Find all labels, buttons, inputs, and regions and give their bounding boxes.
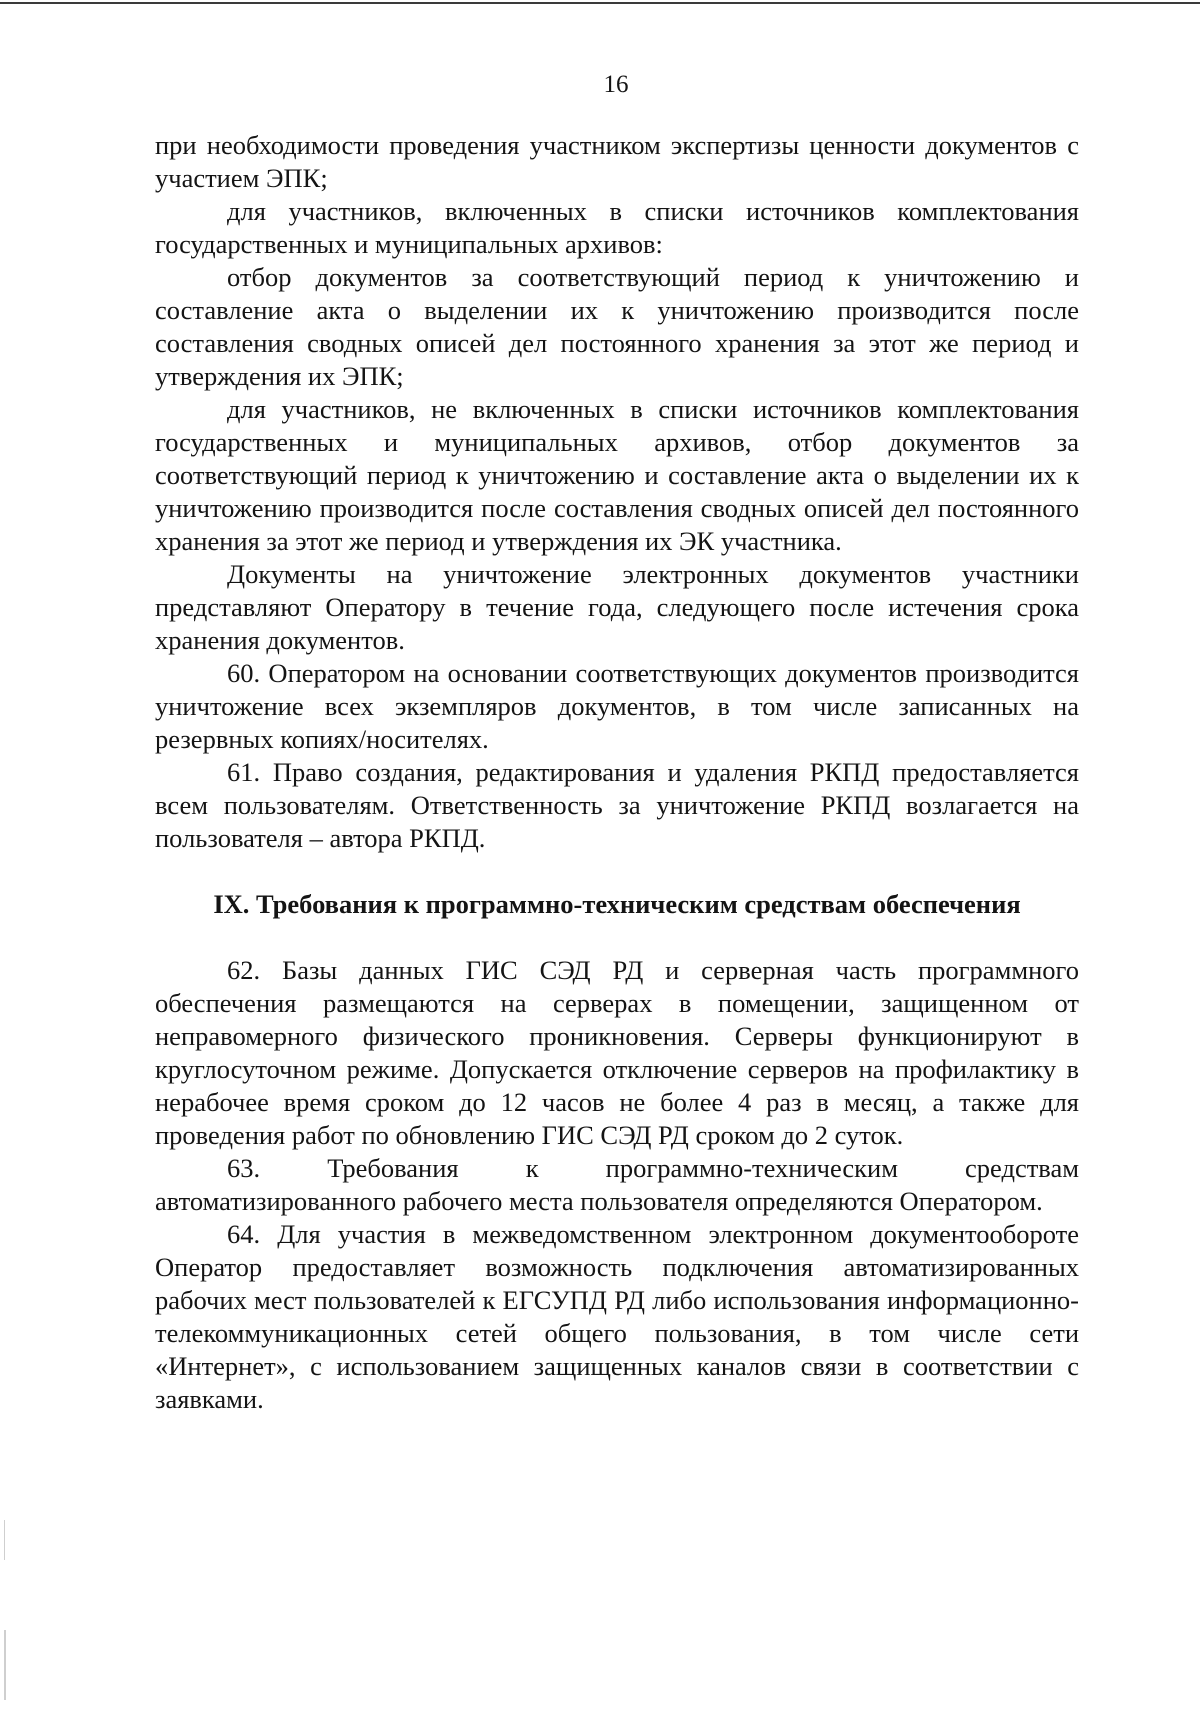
paragraph-not-included-participants: для участников, не включенных в списки источников комплектования государственных и муниципальных архивов, отбор документов за соответствующий период к уничтожению и составление акта о выделении их к уничтожению производится после составления сводных описей дел постоянного хранения за этот же период и утверждения их ЭК участника.: [155, 394, 1079, 556]
paragraph-64: 64. Для участия в межведомственном электронном документообороте Оператор предоставляет возможность подключения автоматизированных рабочих мест пользователей к ЕГСУПД РД либо использования информационно-телекоммуникационных сетей общего пользования, в том числе сети «Интернет», с использованием защищенных каналов связи в соответствии с заявками.: [155, 1219, 1079, 1414]
paragraph-included-participants: для участников, включенных в списки источников комплектования государственных и муниципальных архивов:: [155, 196, 1079, 259]
paragraph-60: 60. Оператором на основании соответствующих документов производится уничтожение всех экземпляров документов, в том числе записанных на резервных копиях/носителях.: [155, 658, 1079, 754]
paragraph-selection-included: отбор документов за соответствующий период к уничтожению и составление акта о выделении их к уничтожению производится после составления сводных описей дел постоянного хранения за этот же период и утверждения их ЭПК;: [155, 262, 1079, 391]
paragraph-61: 61. Право создания, редактирования и удаления РКПД предоставляется всем пользователям. Ответственность за уничтожение РКПД возлагается на пользователя – автора РКПД.: [155, 757, 1079, 853]
paragraph-epk-expertise: при необходимости проведения участником экспертизы ценности документов с участием ЭПК;: [155, 130, 1079, 193]
paragraph-electronic-destruction: Документы на уничтожение электронных документов участники представляют Оператору в течение года, следующего после истечения срока хранения документов.: [155, 559, 1079, 655]
section-heading-ix: IX. Требования к программно-техническим средствам обеспечения: [213, 889, 1021, 919]
page-number: 16: [603, 71, 629, 98]
scan-edge-mark: [4, 1630, 6, 1700]
document-body: [155, 129, 1079, 1416]
paragraph-63: 63. Требования к программно-техническим средствам автоматизированного рабочего места пользователя определяются Оператором.: [155, 1153, 1079, 1216]
scan-top-border: [0, 2, 1200, 4]
scan-edge-mark: [4, 1520, 5, 1560]
paragraph-62: 62. Базы данных ГИС СЭД РД и серверная часть программного обеспечения размещаются на серверах в помещении, защищенном от неправомерного физического проникновения. Серверы функционируют в круглосуточном режиме. Допускается отключение серверов на профилактику в нерабочее время сроком до 12 часов не более 4 раз в месяц, а также для проведения работ по обновлению ГИС СЭД РД сроком до 2 суток.: [155, 955, 1079, 1150]
